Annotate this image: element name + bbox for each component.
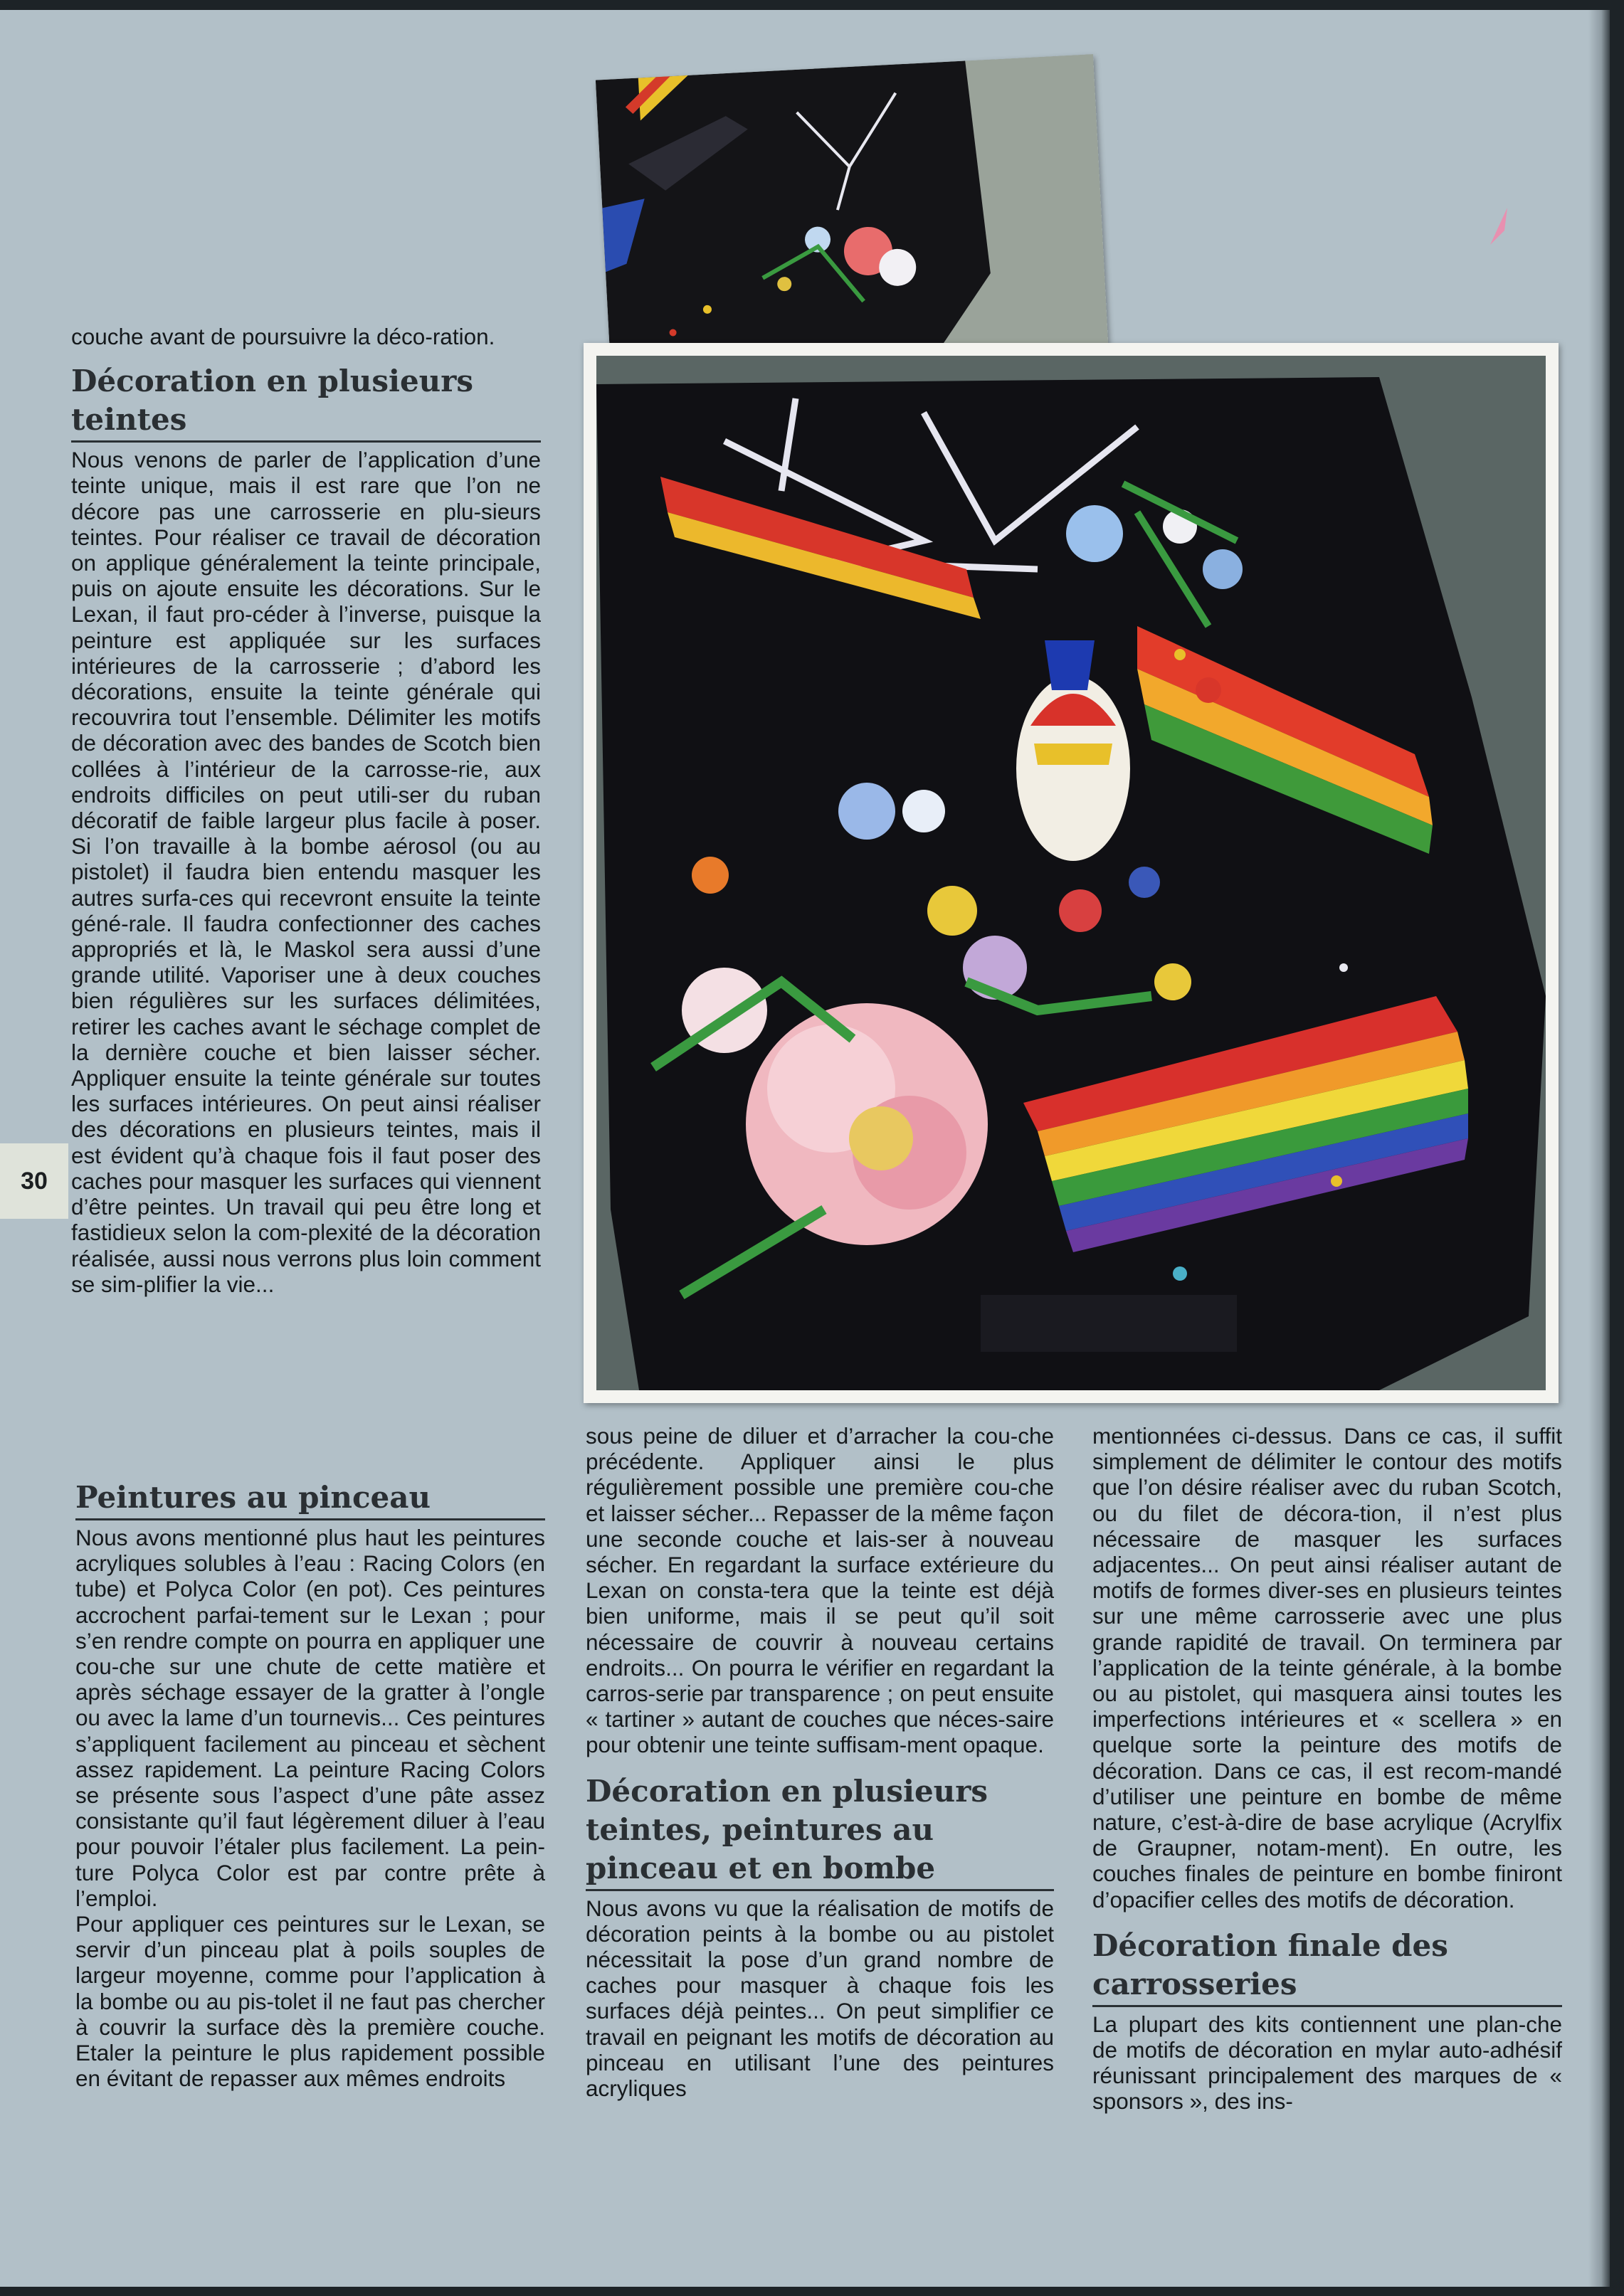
paragraph-decoration-pinceau-bombe: Nous avons vu que la réalisation de motifs de décoration peints à la bombe ou au pistolet nécessitait la pose d’un grand nombre de caches pour masquer à chaque fois les surfaces déjà peintes... On peut simplifier ce travail en peignant les motifs de décoration au pinceau en utilisant l’une des peintures acryliques [586,1895,1054,2102]
intro-paragraph: couche avant de poursuivre la déco-ration. [71,324,495,349]
column-3 [1092,1423,1562,2115]
paragraph-decoration-finale: La plupart des kits contiennent une plan-che de motifs de décoration en mylar auto-adhésif réunissant principalement des marques de « sponsors », des ins- [1092,2011,1562,2115]
page-number: 30 [0,1143,68,1219]
column-2 [586,1423,1054,2101]
column-1-upper [71,324,541,1297]
heading-peintures-au-pinceau: Peintures au pinceau [75,1478,545,1520]
paragraph-peintures-au-pinceau-2: Pour appliquer ces peintures sur le Lexan, se servir d’un pinceau plat à poils souples de largeur moyenne, comme pour l’application à la bombe ou au pis-tolet il ne faut pas chercher à couvrir la surface dès la première couche. Etaler la peinture le plus rapidement possible en évitant de repasser aux mêmes endroits [75,1911,545,2092]
magazine-page [0,10,1610,2287]
page-spine-shadow [1588,10,1610,2287]
heading-decoration-finale: Décoration finale des carrosseries [1092,1927,1562,2007]
paragraph-col3-continuation: mentionnées ci-dessus. Dans ce cas, il suffit simplement de délimiter le contour des motifs que l’on désire réaliser avec du ruban Scotch, ou du filet de décora-tion, il n’est plus nécessaire de masquer les surfaces adjacentes... On peut ainsi réaliser autant de motifs de formes diver-ses en plusieurs teintes sur une même carrosserie avec une plus grande rapidité de travail. On terminera par l’application de la teinte générale, à la bombe ou au pistolet, qui masquera ainsi toutes les imperfections intérieures et « scellera » en quelque sorte la peinture des motifs de décoration. Dans ce cas, il est recom-mandé d’utiliser une peinture en bombe de même nature, c’est-à-dire de base acrylique (Acrylfix de Graupner, notam-ment). En outre, les couches finales de peinture en bombe finiront d’opacifier celles des motifs de décoration. [1092,1423,1562,1913]
paragraph-peintures-au-pinceau-1: Nous avons mentionné plus haut les peintures acryliques solubles à l’eau : Racing Colors (en tube) et Polyca Color (en pot). Ces peintures accrochent parfai-tement sur le Lexan ; pour s’en rendre compte on pourra en appliquer une cou-che sur une chute de cette matière et après séchage essayer de la gratter à l’ongle ou avec la lame d’un tournevis... Ces peintures s’appliquent facilement au pinceau et sèchent assez rapidement. La peinture Racing Colors se présente sous l’aspect d’une pâte assez consistante qu’il faut légèrement diluer à l’eau pour pouvoir l’étaler plus facilement. La pein-ture Polyca Color est par contre prête à l’emploi. [75,1525,545,1911]
heading-decoration-plusieurs-teintes: Décoration en plusieurs teintes [71,362,541,443]
painted-car-body-photo [584,343,1559,1403]
column-1-lower [75,1478,545,2091]
paragraph-col2-continuation: sous peine de diluer et d’arracher la cou-che précédente. Appliquer ainsi le plus régulièrement possible une première cou-che et laisser sécher... Repasser de la même façon une seconde couche et lais-ser à nouveau sécher. En regardant la surface extérieure du Lexan on consta-tera que la teinte est déjà bien uniforme, mais il se peut qu’il soit nécessaire de couvrir à nouveau certains endroits... On pourra le vérifier en regardant la carros-serie par transparence ; on peut ensuite « tartiner » autant de couches que néces-saire pour obtenir une teinte suffisam-ment opaque. [586,1423,1054,1758]
pink-ink-mark [1489,202,1510,252]
heading-decoration-pinceau-bombe: Décoration en plusieurs teintes, peintures au pinceau et en bombe [586,1772,1054,1891]
paragraph-decoration-plusieurs-teintes: Nous venons de parler de l’application d’une teinte unique, mais il est rare que l’on ne décore pas une carrosserie en plu-sieurs teintes. Pour réaliser ce travail de décoration on applique généralement la teinte principale, puis on ajoute ensuite les décorations. Sur le Lexan, il faut pro-céder à l’inverse, puisque la peinture est appliquée sur les surfaces intérieures de la carrosserie ; d’abord les décorations, ensuite la teinte générale qui recouvrira tout l’ensemble. Délimiter les motifs de décoration avec des bandes de Scotch bien collées à l’intérieur de la carrosse-rie, aux endroits difficiles on peut utili-ser du ruban décoratif de faible largeur plus facile à poser. Si l’on travaille à la bombe aérosol (ou au pistolet) il faudra bien entendu masquer les autres surfa-ces qui recevront ensuite la teinte géné-rale. Il faudra confectionner des caches appropriés et là, le Maskol sera aussi d’une grande utilité. Vaporiser une à deux couches bien régulières sur les surfaces délimitées, retirer les caches avant le séchage complet de la dernière couche et bien laisser sécher. Appliquer ensuite la teinte générale sur toutes les surfaces intérieures. On peut ainsi réaliser des décorations en plusieurs teintes, mais il est évident qu’à chaque fois il faut poser des caches pour masquer les surfaces qui viennent d’être peintes. Un travail qui peu être long et fastidieux selon la com-plexité de la décoration réalisée, aussi nous verrons plus loin comment se sim-plifier la vie... [71,447,541,1297]
